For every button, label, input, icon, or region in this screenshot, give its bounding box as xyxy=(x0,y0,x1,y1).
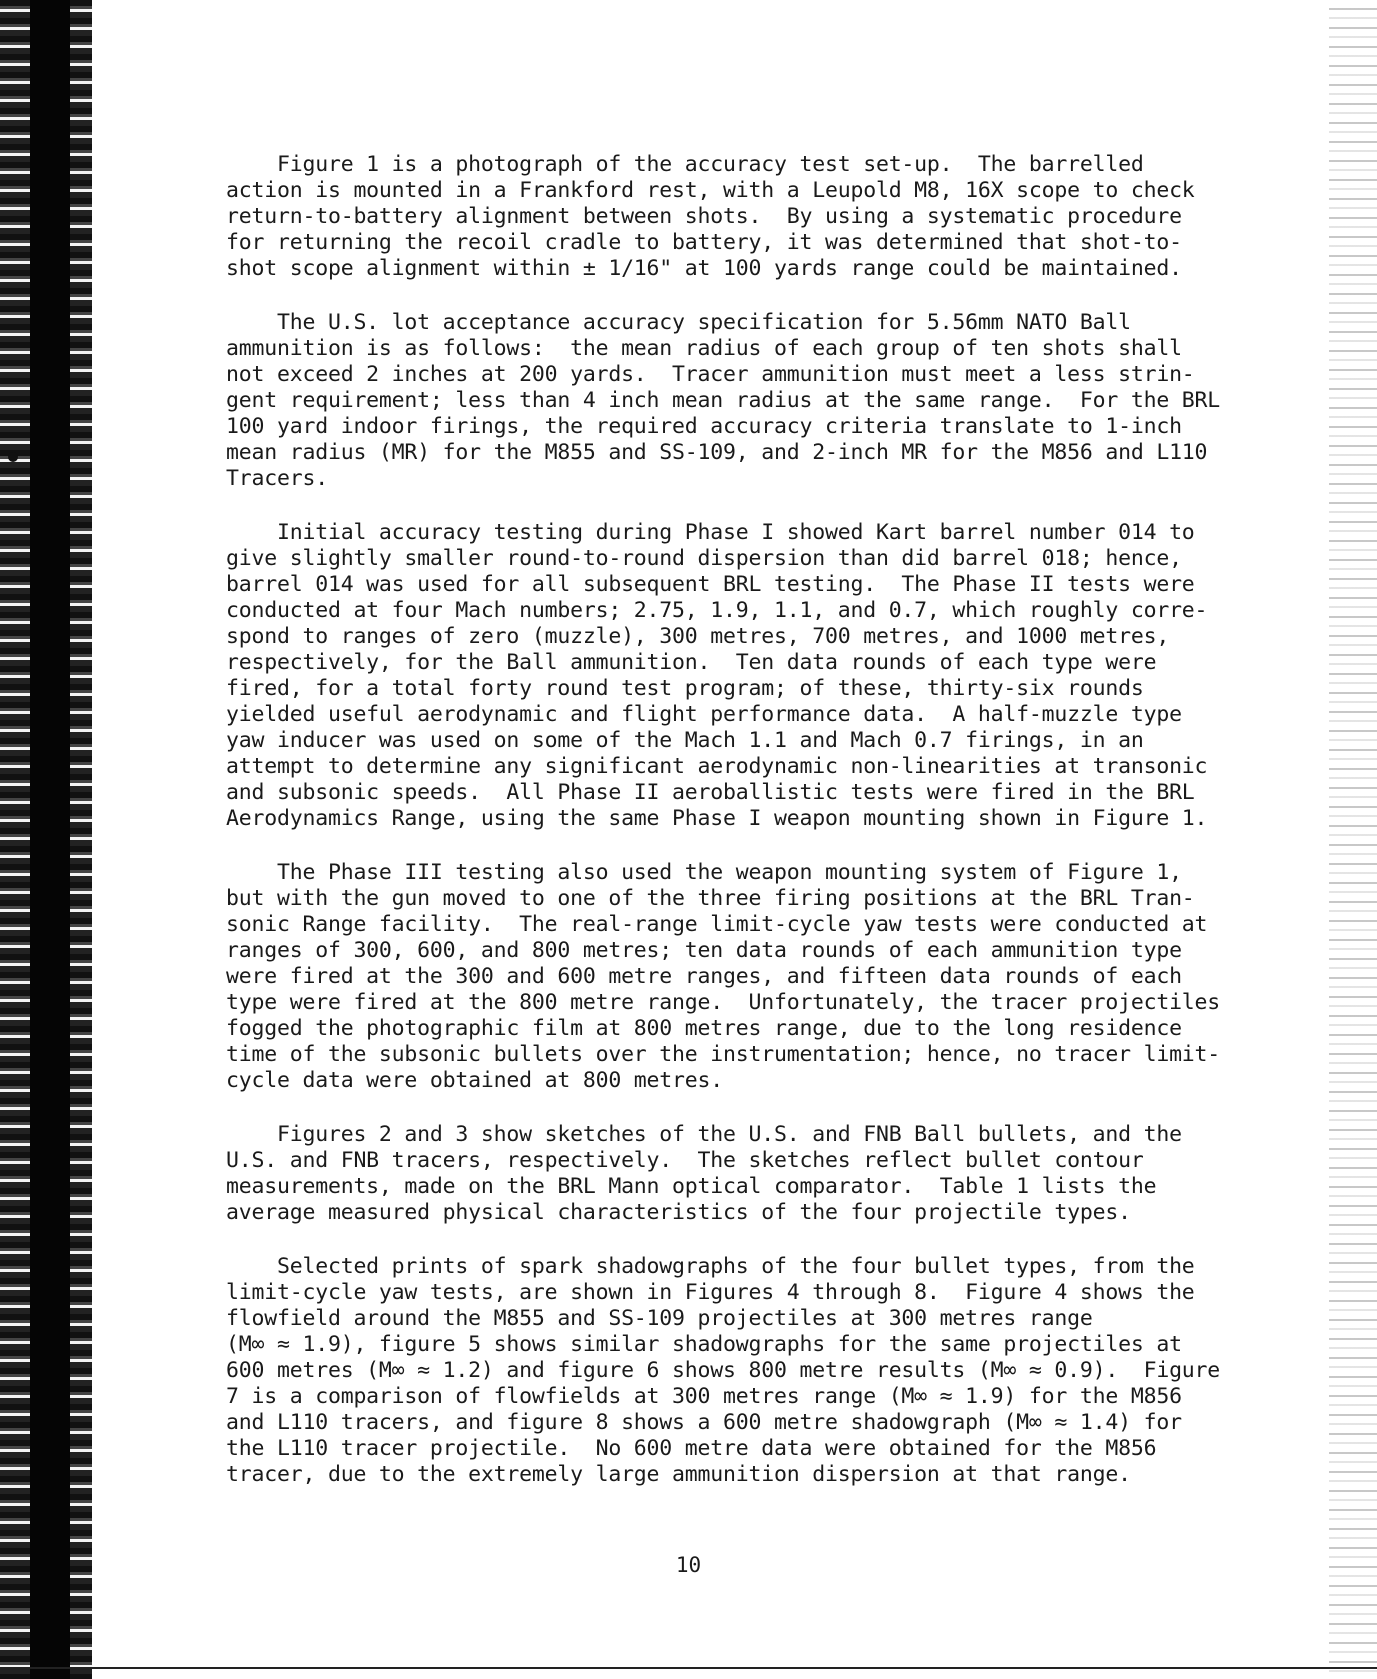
body-text xyxy=(226,152,1221,1516)
scan-right-edge xyxy=(1329,0,1377,1679)
bottom-edge-rule xyxy=(0,1667,1377,1669)
paragraph-bullet-sketches: Figures 2 and 3 show sketches of the U.S. and FNB Ball bullets, and the U.S. and FNB tracers, respectively. The sketches reflect bullet contour measurements, made on the BRL Mann optical comparator. Table 1 lists the average measured physical characteristics of the four projectile types. xyxy=(226,1122,1182,1225)
hole-punch-mark xyxy=(8,452,18,462)
paragraph-phase-iii-testing: The Phase III testing also used the weapon mounting system of Figure 1, but with the gun moved to one of the three firing positions at the BRL Tran- sonic Range facility. The real-range limit-cycle yaw tests were conducted at ranges of 300, 600, and 800 metres; ten data rounds of each ammunition type were fired at the 300 and 600 metre ranges, and fifteen data rounds of each type were fired at the 800 metre range. Unfortunately, the tracer projectiles fogged the photographic film at 800 metres range, due to the long residence time of the subsonic bullets over the instrumentation; hence, no tracer limit- cycle data were obtained at 800 metres. xyxy=(226,860,1221,1093)
page-number: 10 xyxy=(675,1553,702,1577)
paragraph-phase-ii-testing: Initial accuracy testing during Phase I showed Kart barrel number 014 to give slightly smaller round-to-round dispersion than did barrel 018; hence, barrel 014 was used for all subsequent BRL testing. The Phase II tests were conducted at four Mach numbers; 2.75, 1.9, 1.1, and 0.7, which roughly corre- spond to ranges of zero (muzzle), 300 metres, 700 metres, and 1000 metres, respectively, for the Ball ammunition. Ten data rounds of each type were fired, for a total forty round test program; of these, thirty-six rounds yielded useful aerodynamic and flight performance data. A half-muzzle type yaw inducer was used on some of the Mach 1.1 and Mach 0.7 firings, in an attempt to determine any significant aerodynamic non-linearities at transonic and subsonic speeds. All Phase II aeroballistic tests were fired in the BRL Aerodynamics Range, using the same Phase I weapon mounting shown in Figure 1. xyxy=(226,520,1208,831)
paragraph-shadowgraphs: Selected prints of spark shadowgraphs of the four bullet types, from the limit-cycle yaw tests, are shown in Figures 4 through 8. Figure 4 shows the flowfield around the M855 and SS-109 projectiles at 300 metres range (M∞ ≈ 1.9), figure 5 shows similar shadowgraphs for the same projectiles at 600 metres (M∞ ≈ 1.2) and figure 6 shows 800 metre results (M∞ ≈ 0.9). Figure 7 is a comparison of flowfields at 300 metres range (M∞ ≈ 1.9) for the M856 and L110 tracers, and figure 8 shows a 600 metre shadowgraph (M∞ ≈ 1.4) for the L110 tracer projectile. No 600 metre data were obtained for the M856 tracer, due to the extremely large ammunition dispersion at that range. xyxy=(226,1254,1221,1487)
paragraph-accuracy-specification: The U.S. lot acceptance accuracy specification for 5.56mm NATO Ball ammunition is as follows: the mean radius of each group of ten shots shall not exceed 2 inches at 200 yards. Tracer ammunition must meet a less strin- gent requirement; less than 4 inch mean radius at the same range. For the BRL 100 yard indoor firings, the required accuracy criteria translate to 1-inch mean radius (MR) for the M855 and SS-109, and 2-inch MR for the M856 and L110 Tracers. xyxy=(226,310,1221,491)
scan-binding-edge xyxy=(0,0,92,1679)
paragraph-test-setup: Figure 1 is a photograph of the accuracy test set-up. The barrelled action is mounted in a Frankford rest, with a Leupold M8, 16X scope to check return-to-battery alignment between shots. By using a systematic procedure for returning the recoil cradle to battery, it was determined that shot-to- shot scope alignment within ± 1/16" at 100 yards range could be maintained. xyxy=(226,152,1195,281)
